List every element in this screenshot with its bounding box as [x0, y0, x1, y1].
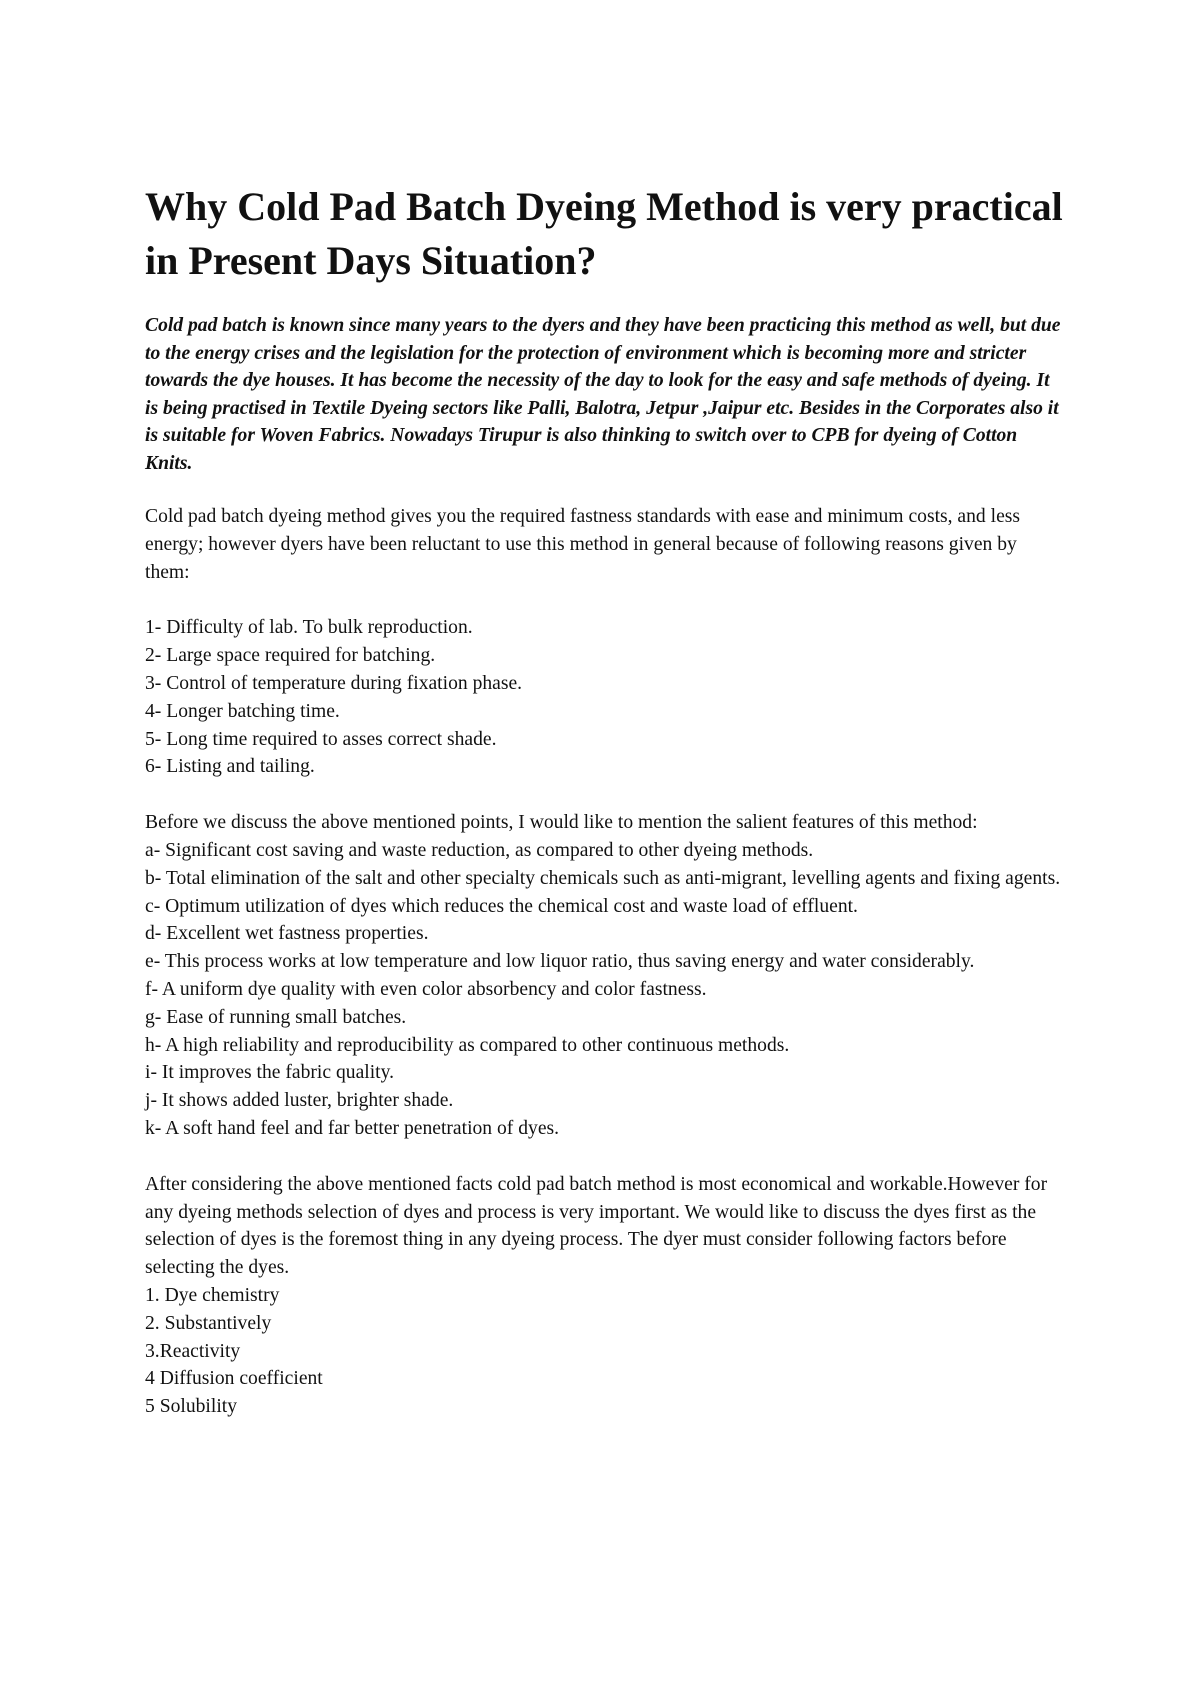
reluctance-paragraph: Cold pad batch dyeing method gives you the required fastness standards with ease and minimum costs, and less energy; however dyers have been reluctant to use this method in general because of following reasons given by them:: [145, 506, 1021, 583]
feature-item: d- Excellent wet fastness properties.: [145, 923, 429, 945]
intro-paragraph: Cold pad batch is known since many years to the dyers and they have been practicing this method as well, but due to the energy crises and the legislation for the protection of environment which is becoming more and stricter towards the dye houses. It has become the necessity of the day to look for the easy and safe methods of dyeing. It is being practised in Textile Dyeing sectors like Palli, Balotra, Jetpur ,Jaipur etc. Besides in the Corporates also it is suitable for Woven Fabrics. Nowadays Tirupur is also thinking to switch over to CPB for dyeing of Cotton Knits.: [145, 315, 1061, 474]
reason-item: 4- Longer batching time.: [145, 700, 340, 722]
reason-item: 5- Long time required to asses correct shade.: [145, 728, 497, 750]
factor-item: 3.Reactivity: [145, 1340, 241, 1362]
document-page: [145, 180, 1065, 1421]
feature-item: k- A soft hand feel and far better penetration of dyes.: [145, 1117, 560, 1139]
feature-item: a- Significant cost saving and waste reduction, as compared to other dyeing methods.: [145, 839, 814, 861]
spacer: [145, 781, 1065, 809]
reason-item: 1- Difficulty of lab. To bulk reproduction.: [145, 617, 473, 639]
factor-item: 1. Dye chemistry: [145, 1284, 280, 1306]
feature-item: c- Optimum utilization of dyes which reduces the chemical cost and waste load of effluent.: [145, 895, 858, 917]
features-intro-paragraph: Before we discuss the above mentioned points, I would like to mention the salient features of this method:: [145, 812, 978, 834]
document-title: Why Cold Pad Batch Dyeing Method is very practical in Present Days Situation?: [145, 184, 1063, 283]
factor-item: 2. Substantively: [145, 1312, 272, 1334]
feature-item: i- It improves the fabric quality.: [145, 1062, 395, 1084]
reason-item: 2- Large space required for batching.: [145, 645, 436, 667]
conclusion-paragraph: After considering the above mentioned facts cold pad batch method is most economical and workable.However for any dyeing methods selection of dyes and process is very important. We would like to discuss the dyes first as the selection of dyes is the foremost thing in any dyeing process. The dyer must consider following factors before selecting the dyes.: [145, 1173, 1048, 1279]
features-list: [145, 837, 1065, 1143]
spacer: [145, 1143, 1065, 1171]
factor-item: 5 Solubility: [145, 1396, 237, 1418]
feature-item: h- A high reliability and reproducibility as compared to other continuous methods.: [145, 1034, 790, 1056]
feature-item: f- A uniform dye quality with even color absorbency and color fastness.: [145, 978, 707, 1000]
reasons-list: [145, 614, 1065, 781]
factor-item: 4 Diffusion coefficient: [145, 1368, 323, 1390]
feature-item: e- This process works at low temperature and low liquor ratio, thus saving energy and water considerably.: [145, 951, 975, 973]
feature-item: b- Total elimination of the salt and other specialty chemicals such as anti-migrant, levelling agents and fixing agents.: [145, 867, 1061, 889]
factors-list: [145, 1282, 1065, 1421]
feature-item: g- Ease of running small batches.: [145, 1006, 407, 1028]
reason-item: 6- Listing and tailing.: [145, 756, 315, 778]
reason-item: 3- Control of temperature during fixation phase.: [145, 672, 523, 694]
feature-item: j- It shows added luster, brighter shade.: [145, 1090, 454, 1112]
spacer: [145, 586, 1065, 614]
